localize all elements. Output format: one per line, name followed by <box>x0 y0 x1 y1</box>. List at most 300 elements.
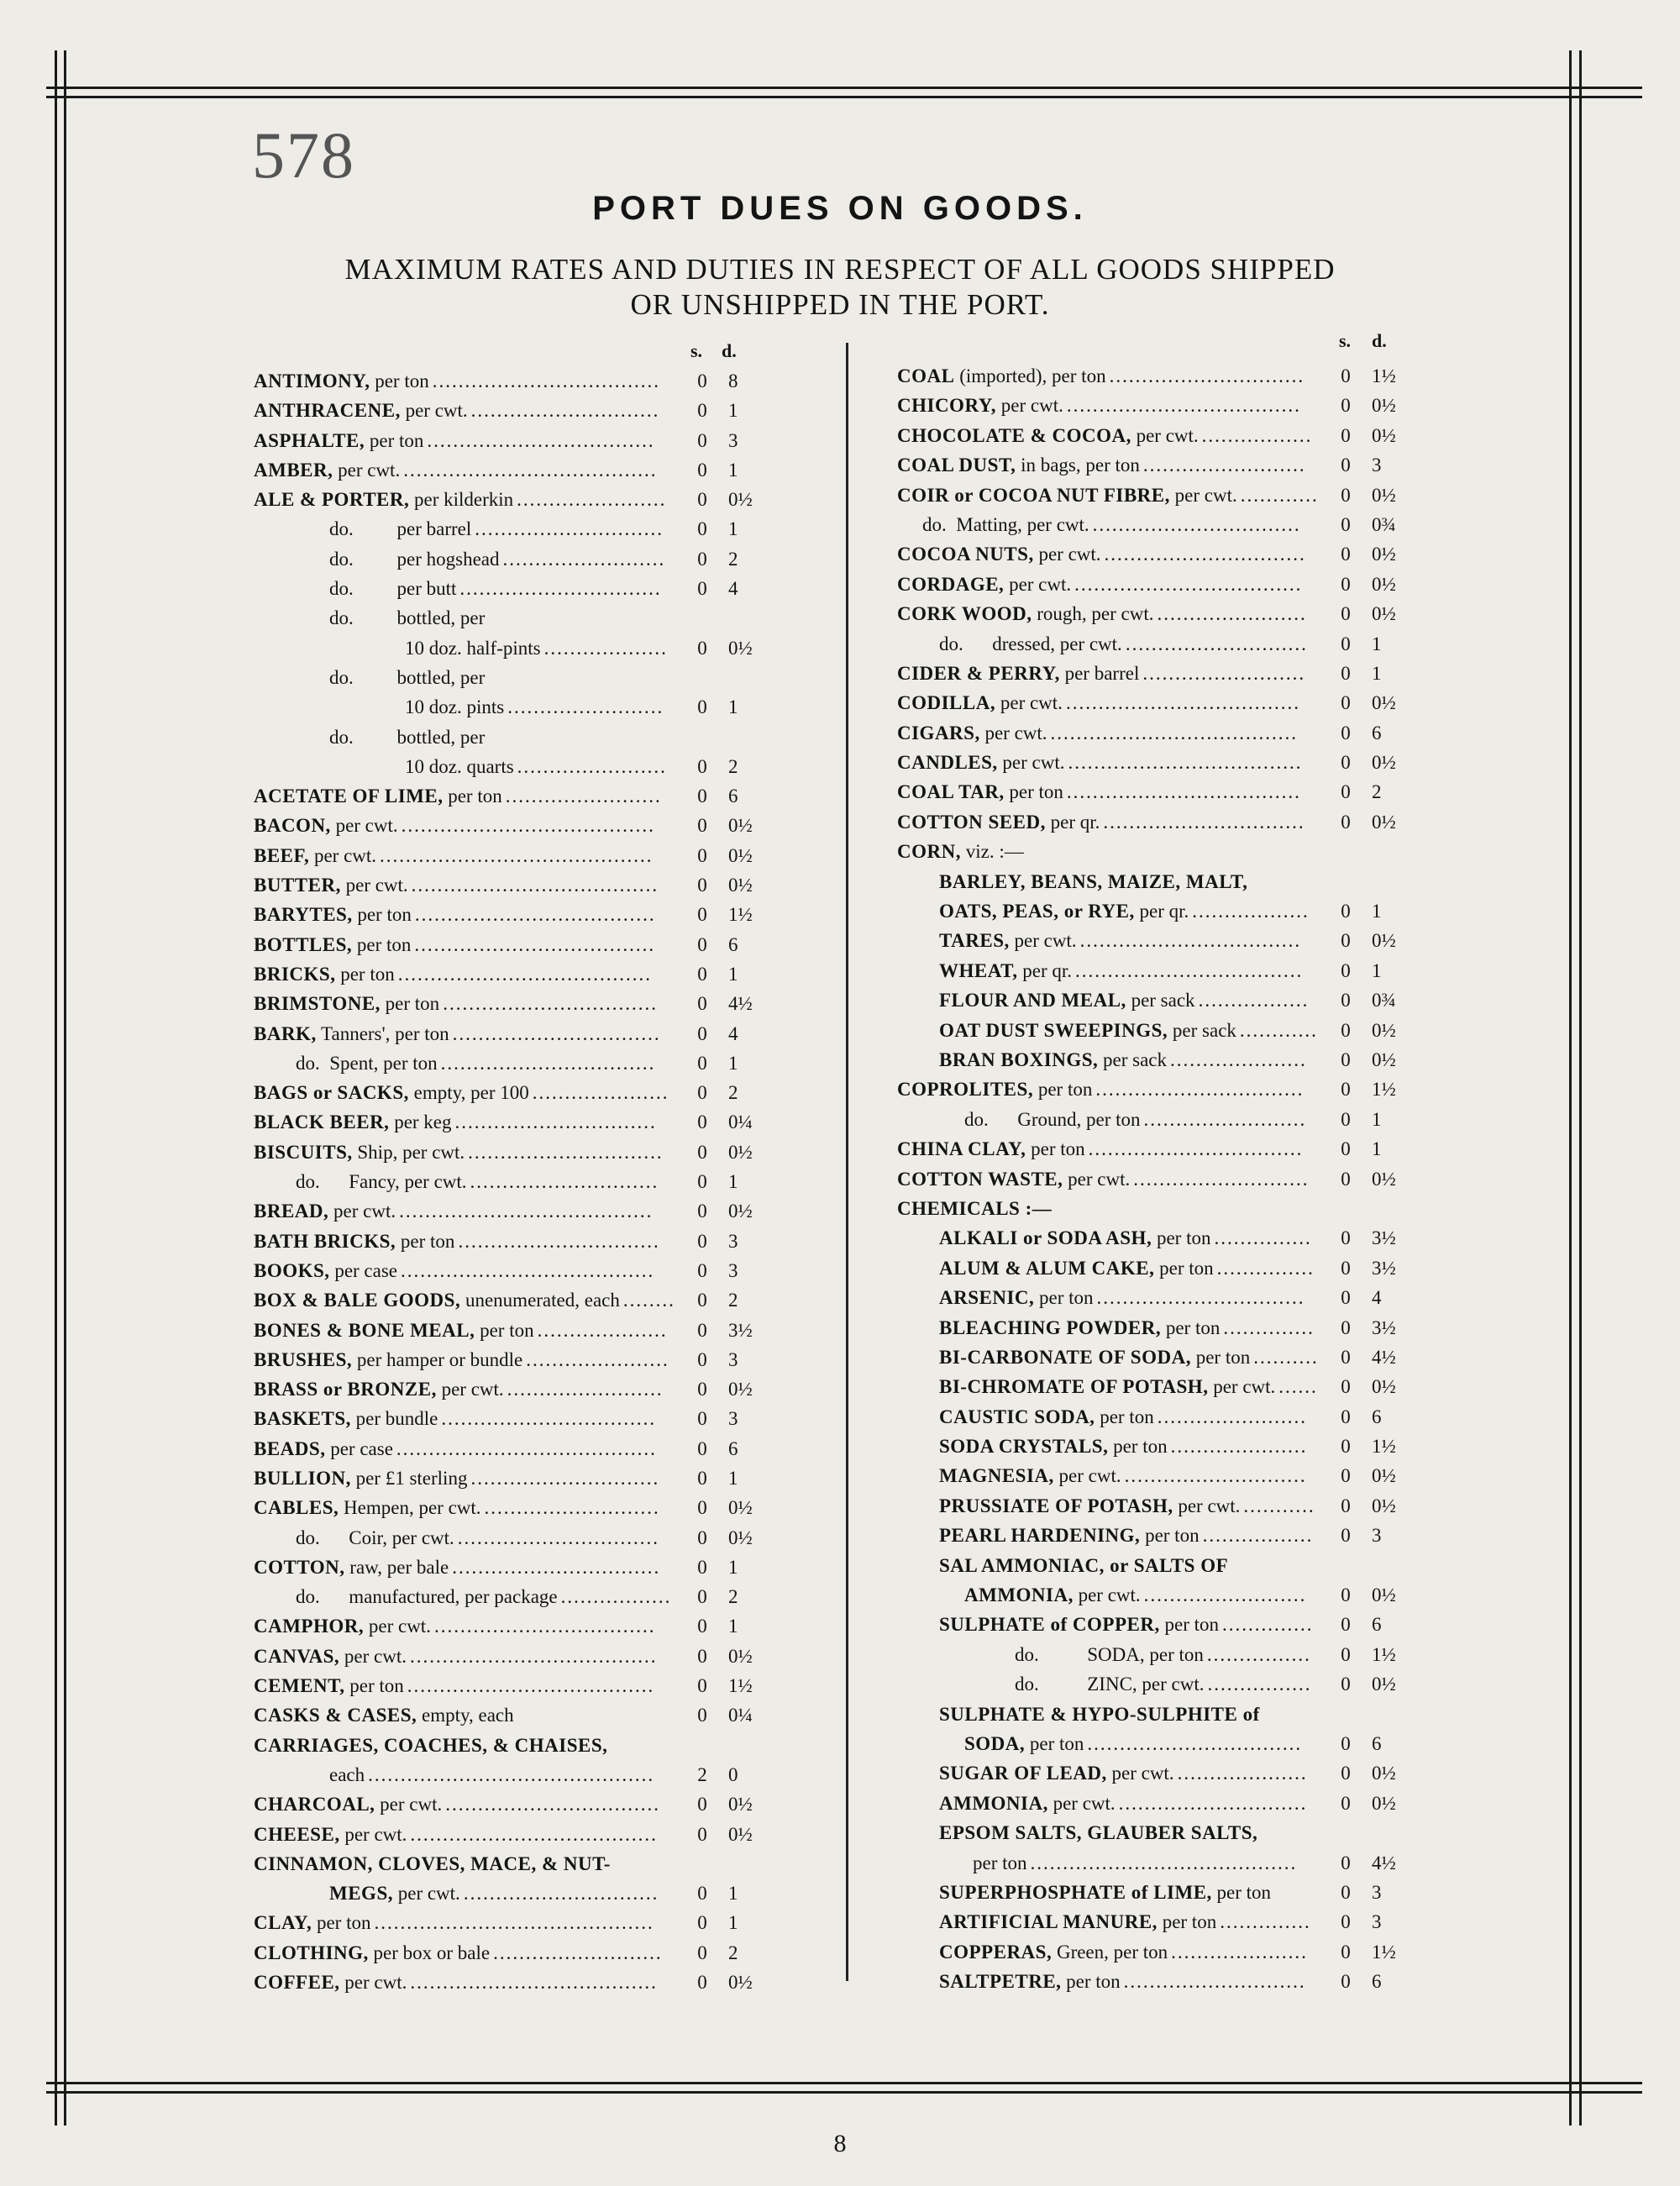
rate-row <box>254 1107 753 1137</box>
shillings-value: 0 <box>1341 603 1351 625</box>
item-name: BEADS, <box>254 1437 326 1459</box>
item-name: CHINA CLAY, <box>897 1138 1026 1160</box>
leader-dots: ................................ <box>452 1556 661 1578</box>
shillings-value: 0 <box>697 1290 707 1311</box>
item-unit: per cwt. <box>328 1201 396 1222</box>
leader-dots: ................................. <box>441 1408 657 1430</box>
item-unit: per cwt. <box>1169 484 1237 506</box>
leader-dots: .................................. <box>1079 930 1302 952</box>
pence-value: 3 <box>1372 455 1382 476</box>
item-unit: viz. :— <box>960 841 1024 863</box>
item-name: BATH BRICKS, <box>254 1230 396 1252</box>
rate-row <box>897 688 1401 717</box>
pence-value: 1 <box>728 963 738 985</box>
shillings-value: 0 <box>697 1408 707 1430</box>
item-unit: per ton <box>1025 1732 1084 1754</box>
item-unit: per sack <box>1168 1019 1236 1041</box>
shillings-value: 0 <box>1341 1971 1351 1993</box>
rate-row <box>254 663 741 692</box>
item-unit: Tanners', per ton <box>316 1022 449 1044</box>
item-description <box>254 1374 504 1404</box>
pence-value: 2 <box>728 1082 738 1104</box>
item-description <box>939 1372 1275 1401</box>
rate-row <box>254 1968 753 1997</box>
item-name: ALKALI or SODA ASH, <box>939 1227 1152 1249</box>
shillings-value: 0 <box>697 518 707 540</box>
item-name: ANTIMONY, <box>254 370 370 391</box>
pence-value: 0½ <box>728 1379 753 1400</box>
leader-dots: ..................... <box>1171 1941 1308 1963</box>
rate-row <box>897 1016 1401 1045</box>
item-description <box>939 896 1189 926</box>
leader-dots: ..................................... <box>414 933 656 955</box>
rate-row <box>897 1848 1401 1878</box>
shillings-value: 0 <box>1341 662 1351 684</box>
item-description <box>254 1938 490 1968</box>
leader-dots: ............................... <box>1103 811 1305 833</box>
rate-row <box>897 1580 1401 1610</box>
item-name: COAL DUST, <box>897 455 1016 476</box>
rate-row <box>254 633 753 663</box>
leader-dots: ................................. <box>440 1052 656 1074</box>
pence-value: 3½ <box>728 1319 753 1341</box>
pence-value: 0½ <box>1372 573 1396 595</box>
item-description <box>254 1642 407 1671</box>
shillings-value: 0 <box>697 1319 707 1341</box>
rate-row <box>897 1372 1401 1401</box>
item-unit: empty, per 100 <box>408 1082 529 1104</box>
shillings-value: 0 <box>697 1497 707 1519</box>
item-description <box>939 1937 1168 1967</box>
shillings-value: 0 <box>697 1883 707 1905</box>
rate-row <box>897 777 1401 807</box>
item-description <box>939 1253 1214 1283</box>
pence-value: 0½ <box>1372 692 1396 714</box>
item-description <box>254 959 395 989</box>
pence-value: 0½ <box>1372 1048 1396 1070</box>
item-description <box>254 811 398 840</box>
item-description <box>254 1849 611 1879</box>
item-name: BI-CHROMATE OF POTASH, <box>939 1376 1209 1398</box>
pence-value: 0½ <box>728 1497 753 1519</box>
rate-row <box>897 1283 1401 1312</box>
item-description <box>897 391 1063 420</box>
leader-dots: ............................ <box>1125 633 1308 654</box>
rate-row <box>254 1553 741 1582</box>
item-unit: per cwt. <box>979 722 1047 744</box>
item-description <box>939 867 1247 896</box>
rate-row <box>254 1285 741 1315</box>
leader-dots: ............................... <box>459 578 662 600</box>
pence-value: 0½ <box>728 1645 753 1667</box>
pence-value: 0½ <box>1372 424 1396 446</box>
item-name: BOOKS, <box>254 1259 330 1281</box>
pence-value: 3½ <box>1372 1257 1396 1279</box>
shillings-value: 0 <box>1341 365 1351 386</box>
leader-dots: ................... <box>543 637 668 659</box>
shillings-value: 0 <box>697 370 707 391</box>
pence-value: 1½ <box>1372 365 1396 386</box>
shillings-value: 0 <box>1341 484 1351 506</box>
item-name: CORDAGE, <box>897 573 1005 595</box>
rate-row <box>254 1700 753 1730</box>
shillings-value: 0 <box>1341 544 1351 565</box>
item-unit: do. Ground, per ton <box>964 1108 1141 1130</box>
leader-dots: ...................................... <box>410 1972 658 1994</box>
item-name: BARLEY, BEANS, MAIZE, MALT, <box>939 870 1248 892</box>
item-name: COTTON WASTE, <box>897 1168 1063 1190</box>
item-unit: do. bottled, per <box>329 666 486 688</box>
item-description <box>296 1523 454 1553</box>
leader-dots: .............................. <box>463 1883 659 1905</box>
item-name: BOX & BALE GOODS, <box>254 1290 461 1311</box>
pence-value: 4½ <box>728 993 753 1015</box>
item-description <box>939 1818 1257 1847</box>
item-unit: per ton <box>1152 1227 1211 1249</box>
shillings-value: 0 <box>697 1972 707 1994</box>
shillings-value: 0 <box>697 1379 707 1400</box>
rate-row <box>897 896 1401 926</box>
leader-dots: ..................... <box>532 1082 669 1104</box>
shillings-value: 0 <box>1341 781 1351 803</box>
leader-dots: ......................... <box>1142 662 1306 684</box>
shillings-value: 0 <box>697 1586 707 1608</box>
rate-row <box>897 1491 1401 1521</box>
shillings-value: 0 <box>1341 1287 1351 1309</box>
item-unit: per ton <box>1161 1316 1221 1338</box>
pence-value: 0½ <box>728 844 753 866</box>
border-right-outer <box>1569 50 1572 2126</box>
pence-value: 3 <box>1372 1911 1382 1933</box>
item-description <box>254 1345 522 1374</box>
rate-row <box>254 544 741 574</box>
shillings-value: 0 <box>1341 1584 1351 1606</box>
item-unit: do. Fancy, per cwt. <box>296 1171 467 1193</box>
pence-value: 1 <box>728 1556 738 1578</box>
item-name: SULPHATE of COPPER, <box>939 1614 1160 1636</box>
item-unit: per ton <box>344 1675 404 1697</box>
subtitle-line-2: OR UNSHIPPED IN THE PORT. <box>630 288 1050 321</box>
subtitle-line-1: MAXIMUM RATES AND DUTIES IN RESPECT OF ALL GOODS SHIPPED <box>344 253 1336 286</box>
shillings-value: 0 <box>1341 959 1351 981</box>
item-unit: raw, per bale <box>344 1556 449 1578</box>
item-name: OAT DUST SWEEPINGS, <box>939 1019 1168 1041</box>
item-unit: per ton <box>1108 1436 1168 1458</box>
leader-dots: ........................ <box>507 1379 664 1400</box>
leader-dots: ........................ <box>507 696 664 718</box>
shillings-value: 0 <box>697 1230 707 1252</box>
item-unit: per case <box>329 1259 398 1281</box>
rate-row <box>897 926 1401 955</box>
item-description <box>939 1789 1116 1818</box>
rate-row <box>897 1789 1401 1818</box>
shillings-value: 0 <box>697 1556 707 1578</box>
item-name: ALUM & ALUM CAKE, <box>939 1257 1155 1279</box>
rate-row <box>897 1610 1401 1639</box>
item-unit: in bags, per ton <box>1016 455 1140 476</box>
pence-value: 0¾ <box>1372 990 1396 1012</box>
item-unit: per ton <box>1157 1911 1217 1933</box>
item-description <box>254 841 376 870</box>
item-description <box>296 1048 438 1078</box>
item-unit: per cwt. <box>995 692 1063 714</box>
rate-row <box>897 1521 1401 1550</box>
item-unit: per cwt. <box>436 1379 504 1400</box>
leader-dots: ................ <box>1206 1643 1311 1665</box>
leader-dots: ...... <box>1278 1376 1318 1398</box>
item-unit: per cwt. <box>364 1616 431 1637</box>
item-name: CABLES, <box>254 1497 339 1519</box>
leader-dots: .................... <box>1177 1763 1308 1784</box>
item-unit: per cwt. <box>997 752 1065 774</box>
item-name: PEARL HARDENING, <box>939 1525 1141 1547</box>
pence-value: 1 <box>1372 1108 1382 1130</box>
shillings-value: 0 <box>697 1912 707 1934</box>
leader-dots: ....................................... <box>399 1201 654 1222</box>
shillings-value: 0 <box>1341 901 1351 922</box>
item-description <box>939 1343 1250 1372</box>
item-name: BLACK BEER, <box>254 1111 390 1133</box>
pence-value: 6 <box>1372 1406 1382 1427</box>
shillings-value: 0 <box>697 459 707 481</box>
shillings-value: 0 <box>697 1616 707 1637</box>
rate-row <box>897 570 1401 599</box>
pence-value: 3 <box>728 1259 738 1281</box>
item-description <box>939 1045 1167 1075</box>
rate-row <box>897 1313 1401 1343</box>
item-unit: per ton <box>1061 1971 1121 1993</box>
shillings-value: 0 <box>697 1052 707 1074</box>
shillings-value: 0 <box>1341 395 1351 417</box>
item-name: BUTTER, <box>254 875 341 896</box>
item-unit: per qr. <box>1045 811 1100 833</box>
shillings-value: 0 <box>697 489 707 511</box>
rate-row <box>897 867 1401 896</box>
pence-value: 2 <box>728 1586 738 1608</box>
item-name: CIDER & PERRY, <box>897 662 1060 684</box>
rate-row <box>254 574 741 603</box>
rate-row <box>254 870 753 900</box>
item-unit: per cwt. <box>309 844 377 866</box>
leader-dots: ......................... <box>1142 455 1306 476</box>
item-name: SODA, <box>964 1732 1026 1754</box>
shillings-value: 0 <box>697 1141 707 1163</box>
rate-row <box>254 781 741 811</box>
pence-value: 1 <box>1372 662 1382 684</box>
item-description <box>254 1227 454 1256</box>
item-description <box>329 723 485 752</box>
border-top-inner <box>46 96 1642 98</box>
rate-row <box>897 1343 1401 1372</box>
item-unit: per cwt. <box>1047 1792 1116 1814</box>
rate-row <box>254 989 753 1018</box>
pence-value: 0½ <box>1372 1584 1396 1606</box>
item-name: CANVAS, <box>254 1645 340 1667</box>
item-name: COPROLITES, <box>897 1079 1034 1101</box>
leader-dots: ................................... <box>1074 573 1303 595</box>
leader-dots: ................. <box>1202 1525 1314 1547</box>
leader-dots: ............................... <box>458 1230 660 1252</box>
rate-row <box>897 1937 1401 1967</box>
item-name: CHICORY, <box>897 395 997 417</box>
pence-value: 0½ <box>728 1141 753 1163</box>
item-description <box>897 807 1100 837</box>
leader-dots: .............. <box>1220 1911 1311 1933</box>
leader-dots: ...................................... <box>407 1675 655 1697</box>
item-unit: per ton <box>370 370 429 391</box>
pence-value: 0½ <box>1372 395 1396 417</box>
rate-row <box>897 1432 1401 1461</box>
item-description <box>254 930 411 959</box>
item-description <box>254 1700 514 1730</box>
pence-value: 6 <box>1372 722 1382 744</box>
item-unit: Hempen, per cwt. <box>339 1497 481 1519</box>
item-description <box>329 1760 365 1789</box>
item-unit: 10 doz. quarts <box>405 755 514 777</box>
pence-value: 4½ <box>1372 1346 1396 1368</box>
right-header-s: s. <box>1339 330 1352 351</box>
leader-dots: ......................... <box>1143 1108 1307 1130</box>
item-name: ANTHRACENE, <box>254 400 401 422</box>
item-unit: per ton <box>973 1852 1027 1873</box>
item-description <box>254 485 513 514</box>
leader-dots: ........ <box>622 1290 675 1311</box>
item-name: CORN, <box>897 841 961 863</box>
left-header-d: d. <box>722 340 737 361</box>
shillings-value: 0 <box>1341 1852 1351 1873</box>
pence-value: 1 <box>728 459 738 481</box>
item-name: COIR or COCOA NUT FIBRE, <box>897 484 1170 506</box>
item-name: BRIMSTONE, <box>254 993 381 1015</box>
item-name: BOTTLES, <box>254 933 353 955</box>
leader-dots: ....................... <box>1157 1406 1307 1427</box>
leader-dots: ............................. <box>1118 1792 1308 1814</box>
item-unit: per ton <box>1159 1614 1219 1636</box>
item-unit: per cwt. <box>340 875 408 896</box>
pence-value: 4 <box>1372 1287 1382 1309</box>
item-description <box>897 1134 1085 1164</box>
rate-row <box>897 1907 1401 1936</box>
item-unit: per bundle <box>350 1408 438 1430</box>
item-unit: do. Spent, per ton <box>296 1052 438 1074</box>
rate-row <box>897 1461 1401 1490</box>
pence-value: 0¼ <box>728 1111 753 1133</box>
item-description <box>897 718 1047 748</box>
leader-dots: ............................. <box>470 400 660 422</box>
left-header-s: s. <box>690 340 703 361</box>
leader-dots: ...................................... <box>409 1645 658 1667</box>
pence-value: 2 <box>728 1942 738 1963</box>
shillings-value: 0 <box>697 875 707 896</box>
shillings-value: 0 <box>1341 1911 1351 1933</box>
rate-row <box>897 1164 1401 1194</box>
item-name: AMMONIA, <box>964 1584 1074 1606</box>
leader-dots: ....................... <box>517 755 667 777</box>
item-name: COCOA NUTS, <box>897 544 1034 565</box>
shillings-value: 0 <box>697 786 707 807</box>
leader-dots: ........................................... <box>374 1912 654 1934</box>
pence-value: 6 <box>1372 1614 1382 1636</box>
item-name: MAGNESIA, <box>939 1465 1054 1487</box>
rate-row <box>254 1671 753 1700</box>
leader-dots: .................. <box>1192 901 1310 922</box>
item-name: COTTON, <box>254 1556 345 1578</box>
item-name: COAL <box>897 365 955 386</box>
pence-value: 6 <box>1372 1732 1382 1754</box>
rate-row <box>254 1523 753 1553</box>
pence-value: 0½ <box>728 489 753 511</box>
item-name: CINNAMON, CLOVES, MACE, & NUT- <box>254 1852 611 1874</box>
item-unit: per cwt. <box>1208 1376 1276 1398</box>
item-description <box>939 1491 1240 1521</box>
pence-value: 0½ <box>728 815 753 837</box>
pence-value: 0½ <box>1372 811 1396 833</box>
item-description <box>254 1256 397 1285</box>
pence-value: 3 <box>728 1230 738 1252</box>
rate-row <box>254 1019 741 1048</box>
item-name: ALE & PORTER, <box>254 489 410 511</box>
item-unit: per ton <box>312 1912 371 1934</box>
item-description <box>254 1553 449 1582</box>
item-description <box>254 1789 442 1819</box>
shillings-value: 0 <box>697 548 707 570</box>
shillings-value: 0 <box>1341 1465 1351 1487</box>
rate-row <box>254 1789 753 1819</box>
leader-dots: ............... <box>1216 1257 1315 1279</box>
pence-value: 0¼ <box>728 1705 753 1726</box>
rate-row <box>254 1345 741 1374</box>
folio: 8 <box>833 2130 847 2157</box>
rate-row <box>897 1758 1401 1788</box>
item-unit: per cwt. <box>1073 1584 1141 1606</box>
item-name: BARYTES, <box>254 904 353 926</box>
shillings-value: 0 <box>1341 455 1351 476</box>
pence-value: 6 <box>728 786 738 807</box>
item-unit: per cwt. <box>1173 1495 1241 1516</box>
rate-row <box>897 1967 1401 1996</box>
pence-value: 0¾ <box>1372 513 1396 535</box>
pence-value: 2 <box>728 1290 738 1311</box>
item-name: SUPERPHOSPHATE of LIME, <box>939 1881 1212 1903</box>
pence-value: 6 <box>728 933 738 955</box>
item-name: BI-CARBONATE OF SODA, <box>939 1346 1191 1368</box>
rate-row <box>254 1938 741 1968</box>
pence-value: 1 <box>728 1467 738 1489</box>
shillings-value: 0 <box>1341 633 1351 654</box>
leader-dots: ....................... <box>517 489 667 511</box>
leader-dots: ............................. <box>470 1467 660 1489</box>
leader-dots: ....................................... <box>401 815 655 837</box>
item-description <box>939 1432 1168 1461</box>
shillings-value: 0 <box>1341 990 1351 1012</box>
pence-value: 3 <box>728 1408 738 1430</box>
border-right-inner <box>1579 50 1582 2126</box>
border-bottom-inner <box>46 2091 1642 2094</box>
rate-row <box>254 1048 741 1078</box>
item-name: CHEMICALS :— <box>897 1197 1053 1219</box>
rate-row <box>254 1463 741 1493</box>
leader-dots: ...................................... <box>1050 722 1299 744</box>
item-description <box>939 956 1072 985</box>
item-name: CHEESE, <box>254 1823 340 1845</box>
item-description <box>254 1316 534 1345</box>
pence-value: 0½ <box>1372 1674 1396 1695</box>
leader-dots: ................. <box>1198 990 1310 1012</box>
pence-value: 1 <box>728 696 738 718</box>
border-left-outer <box>55 50 57 2126</box>
item-unit: per qr. <box>1017 959 1073 981</box>
shillings-value: 0 <box>697 400 707 422</box>
